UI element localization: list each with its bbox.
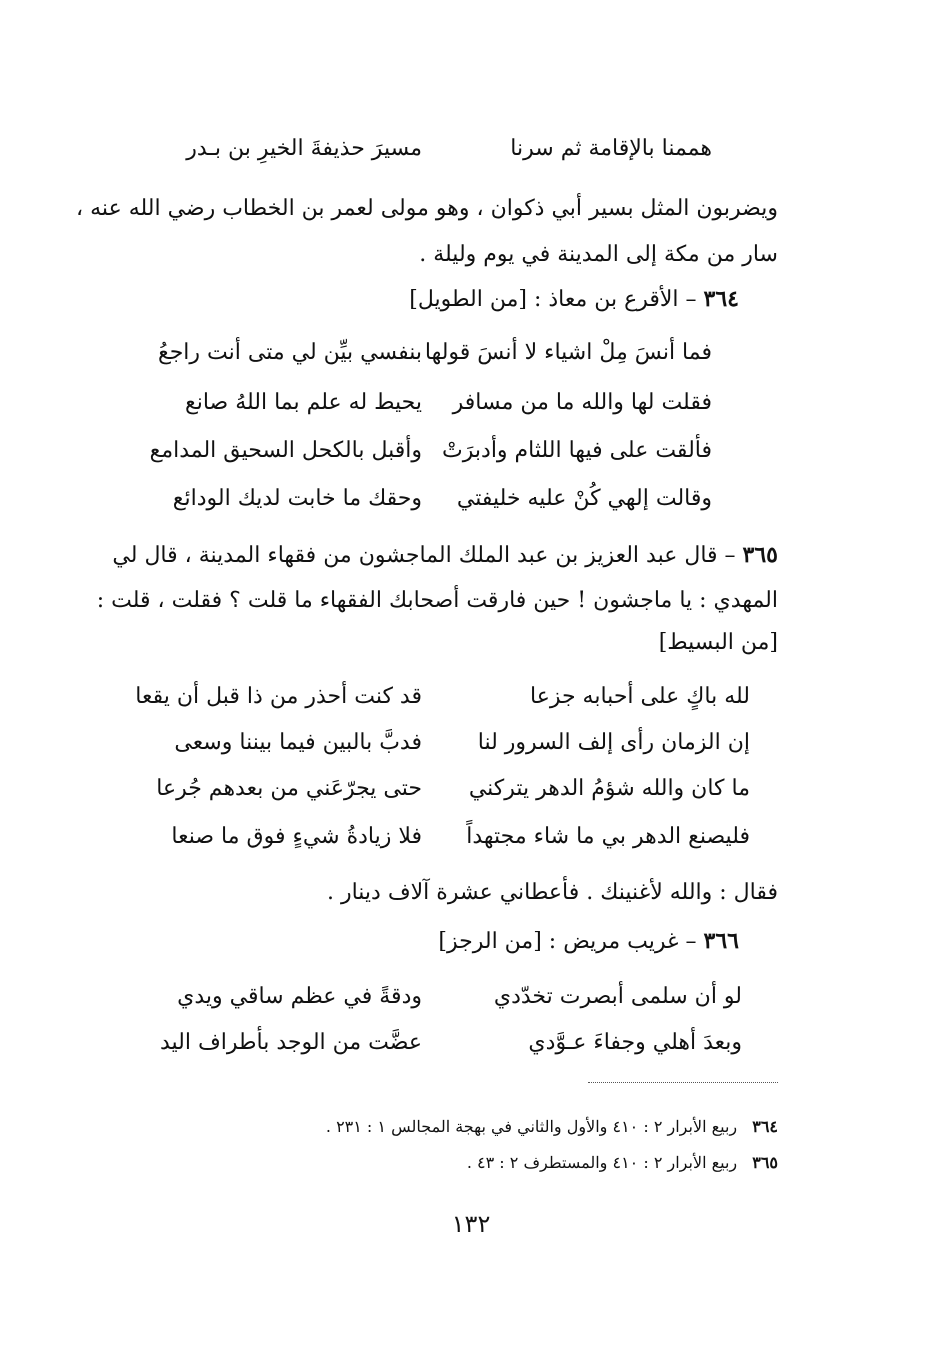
entry-number: ٣٦٥ xyxy=(742,542,778,568)
verse-first-hemistich: فما أنسَ مِلْ اشياء لا أنسَ قولها xyxy=(424,340,712,365)
footnote-number: ٣٦٥ xyxy=(752,1153,778,1172)
verse-second-hemistich: فدبَّ بالبين فيما بيننا وسعى xyxy=(174,730,422,755)
footnote-text: ربيع الأبرار ٢ : ٤١٠ والمستطرف ٢ : ٤٣ . xyxy=(466,1153,738,1172)
verse-second-hemistich: فلا زيادةُ شيءٍ فوق ما صنعا xyxy=(171,824,422,849)
entry-heading xyxy=(438,926,739,957)
footnote-text: ربيع الأبرار ٢ : ٤١٠ والأول والثاني في بهجة المجالس ١ : ٢٣١ . xyxy=(325,1117,738,1136)
verse-first-hemistich: فألقت على فيها اللثام وأدبرَتْ xyxy=(442,438,712,463)
entry-heading-text: – الأقرع بن معاذ : [من الطويل] xyxy=(409,287,697,312)
verse-second-hemistich: ودقةً في عظم ساقي ويدي xyxy=(177,984,422,1009)
verse-first-hemistich: فقلت لها والله ما من مسافر xyxy=(452,390,712,415)
entry-heading xyxy=(409,284,739,315)
verse-first-hemistich: هممنا بالإقامة ثم سرنا xyxy=(510,136,712,161)
verse-second-hemistich: قد كنت أحذر من ذا قبل أن يقعا xyxy=(135,684,422,709)
paragraph-line: سار من مكة إلى المدينة في يوم وليلة . xyxy=(419,242,778,267)
footnote-separator xyxy=(588,1082,778,1083)
verse-second-hemistich: بنفسي بيِّن لي متى أنت راجعُ xyxy=(157,340,422,365)
entry-number: ٣٦٦ xyxy=(703,928,739,954)
verse-first-hemistich: ما كان والله شؤمُ الدهر يتركني xyxy=(468,776,750,801)
verse-second-hemistich: وحقك ما خابت لديك الودائع xyxy=(172,486,422,511)
footnote xyxy=(326,1116,778,1138)
page-number: ١٣٢ xyxy=(451,1210,491,1238)
verse-second-hemistich: عضَّت من الوجد بأطراف اليد xyxy=(159,1030,422,1055)
verse-second-hemistich: حتى يجرّعَني من بعدهم جُرعا xyxy=(156,776,422,801)
entry-number: ٣٦٤ xyxy=(703,286,739,312)
verse-first-hemistich: لله باكٍ على أحبابه جزعا xyxy=(530,684,750,709)
entry-heading xyxy=(112,540,778,571)
verse-second-hemistich: وأقبل بالكحل السحيق المدامع xyxy=(149,438,422,463)
entry-heading-text: – غريب مريض : [من الرجز] xyxy=(438,929,697,954)
meter-label: [من البسيط] xyxy=(658,630,778,655)
verse-first-hemistich: وقالت إلهي كُنْ عليه خليفتي xyxy=(456,486,712,511)
paragraph-line: فقال : والله لأغنينك . فأعطاني عشرة آلاف دينار . xyxy=(326,880,778,905)
verse-second-hemistich: يحيط له علم بما اللهُ صانع xyxy=(184,390,422,415)
verse-first-hemistich: لو أن سلمى أبصرت تخدّدي xyxy=(493,984,742,1009)
verse-first-hemistich: إن الزمان رأى إلف السرور لنا xyxy=(477,730,750,755)
verse-first-hemistich: فليصنع الدهر بي ما شاء مجتهداً xyxy=(466,824,750,849)
paragraph-line: ويضربون المثل بسير أبي ذكوان ، وهو مولى لعمر بن الخطاب رضي الله عنه ، xyxy=(76,196,778,221)
footnote xyxy=(467,1152,778,1174)
paragraph-line: المهدي : يا ماجشون ! حين فارقت أصحابك الفقهاء ما قلت ؟ فقلت ، قلت : xyxy=(96,588,778,613)
verse-second-hemistich: مسيرَ حذيفةَ الخيرِ بن بـدر xyxy=(186,136,422,161)
footnote-number: ٣٦٤ xyxy=(752,1117,778,1136)
verse-first-hemistich: وبعدَ أهلي وجفاءَ عـوَّدي xyxy=(528,1030,742,1055)
paragraph-line: – قال عبد العزيز بن عبد الملك الماجشون من فقهاء المدينة ، قال لي xyxy=(112,543,736,568)
